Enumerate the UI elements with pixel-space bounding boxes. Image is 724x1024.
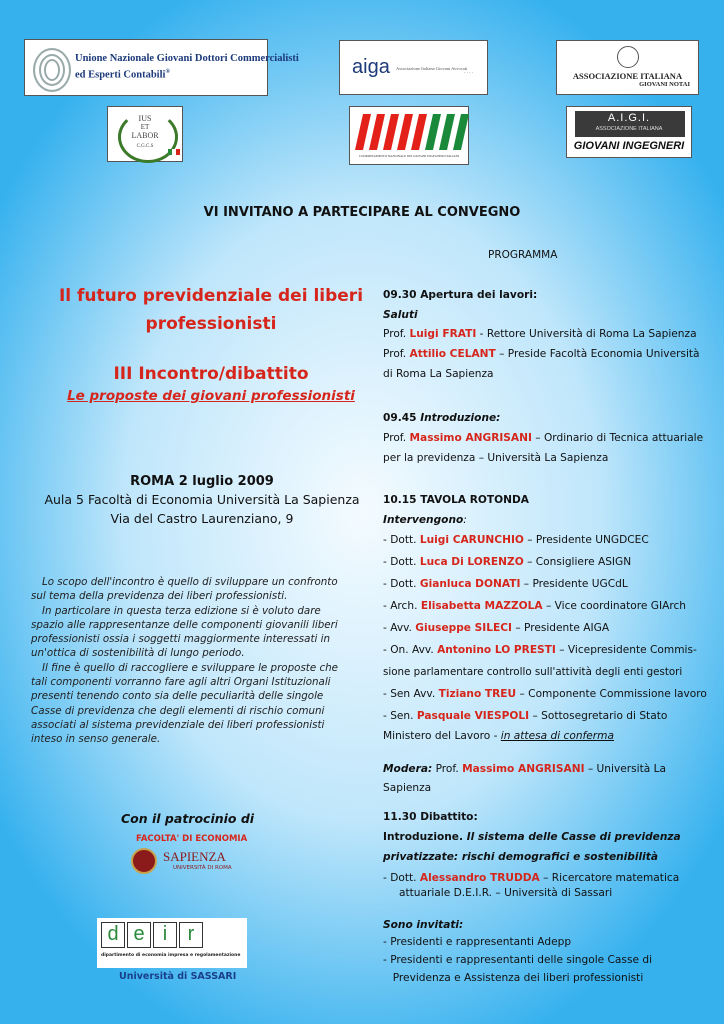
paragraph-line: associati al sistema previdenziale dei liberi professionisti (31, 719, 325, 731)
paragraph-line: spazio alle rappresentanze delle componenti giovanili liberi (31, 619, 338, 631)
intro-title-cont: privatizzate: rischi demografici e sostenibilità (383, 851, 658, 863)
notai-line1: ASSOCIAZIONE ITALIANA (572, 71, 683, 81)
paragraph-line: tali componenti vorranno fare agli altri Organi Istituzionali (31, 676, 331, 688)
notai-line2: GIOVANI NOTAI (639, 81, 690, 88)
sapienza-name: SAPIENZA (163, 849, 226, 864)
title-line3: III Incontro/dibattito (113, 364, 309, 384)
title-line2: professionisti (145, 314, 277, 334)
aigi-bottom: GIOVANI INGEGNERI (573, 140, 685, 152)
programma-label: PROGRAMMA (488, 249, 558, 261)
ius-line2: ET (140, 123, 150, 131)
speaker-item: sione parlamentare controllo sull'attività degli enti gestori (383, 666, 683, 678)
speaker-item: - Dott. Luca Di LORENZO – Consigliere ASIGN (383, 556, 632, 568)
intro-line: Introduzione. Il sistema delle Casse di previdenza (383, 831, 681, 843)
speaker-frati: Prof. Luigi FRATI - Rettore Università di Roma La Sapienza (383, 328, 697, 340)
speaker-angrisani-cont: per la previdenza – Università La Sapienza (383, 452, 609, 464)
stripe (397, 114, 413, 150)
speaker-item: - Dott. Luigi CARUNCHIO – Presidente UNGDCEC (383, 534, 649, 546)
stripes-icon (351, 112, 469, 152)
ministero-line: Ministero del Lavoro - in attesa di conferma (383, 730, 614, 742)
facolta-label: FACOLTA' DI ECONOMIA (136, 834, 248, 844)
fingerprint-icon (33, 48, 71, 92)
invitati-label: Sono invitati: (383, 919, 464, 931)
deir-letter: e (127, 922, 151, 948)
stripe (383, 114, 399, 150)
speaker-item: - On. Avv. Antonino LO PRESTI – Vicepresidente Commis- (383, 644, 697, 656)
paragraph-line: un'ottica di sostenibilità di lungo periodo. (31, 647, 245, 659)
paragraph-line: Il fine è quello di raccogliere e sviluppare le proposte che (42, 662, 338, 674)
paragraph-line: Casse di previdenza che degli elementi di rischio comuni (31, 705, 325, 717)
speaker-trudda: - Dott. Alessandro TRUDDA – Ricercatore matematica (383, 872, 680, 884)
invitati-item: Previdenza e Assistenza dei liberi professionisti (386, 972, 644, 984)
stripe (439, 114, 455, 150)
invite-heading: VI INVITANO A PARTECIPARE AL CONVEGNO (203, 205, 521, 220)
invitati-item: - Presidenti e rappresentanti Adepp (383, 936, 572, 948)
modera-cont: Sapienza (383, 782, 432, 794)
stripe (411, 114, 427, 150)
session-0930: 09.30 Apertura dei lavori: (383, 289, 538, 301)
speaker-item: - Dott. Gianluca DONATI – Presidente UGCdL (383, 578, 628, 590)
event-place1: Aula 5 Facoltà di Economia Università La Sapienza (44, 492, 360, 507)
logo-aigi (566, 106, 692, 158)
logo-aiga: aiga Associazione Italiana Giovani Avvocati .... (339, 40, 488, 95)
speaker-celant-cont: di Roma La Sapienza (383, 368, 494, 380)
aigi-title: A.I.G.I. (607, 112, 651, 124)
stripe (453, 114, 469, 150)
logo-ius-et-labor (107, 106, 183, 162)
logo-ungdcec (24, 39, 299, 96)
ungdcec-line1: Unione Nazionale Giovani Dottori Commercialisti (75, 53, 299, 64)
speaker-celant: Prof. Attilio CELANT – Preside Facoltà Economia Università (383, 348, 700, 360)
ius-line1: IUS (138, 114, 152, 123)
speaker-item: - Avv. Giuseppe SILECI – Presidente AIGA (383, 622, 610, 634)
speaker-item: - Sen Avv. Tiziano TREU – Componente Commissione lavoro (383, 688, 707, 700)
deir-sub: dipartimento di economia impresa e regolamentazione (101, 953, 241, 958)
sapienza-seal-icon (131, 848, 157, 874)
paragraph-line: In particolare in questa terza edizione si è voluto dare (42, 605, 321, 617)
aiga-sub: Associazione Italiana Giovani Avvocati (396, 66, 468, 71)
event-place2: Via del Castro Laurenziano, 9 (110, 511, 294, 526)
patrocinio-label: Con il patrocinio di (121, 811, 255, 826)
deir-letter: i (153, 922, 177, 948)
deir-letter: d (101, 922, 125, 948)
session-1015: 10.15 TAVOLA ROTONDA (383, 494, 529, 506)
paragraph-line: presenti tenendo conto sia delle peculiarità delle singole (31, 690, 324, 702)
paragraph-line: inteso in senso generale. (31, 733, 161, 745)
deir-logo (97, 918, 247, 968)
stripe (355, 114, 371, 150)
paragraph-line: professionisti ossia i soggetti maggiormente interessati in (31, 633, 330, 645)
intervengono-label: Intervengono: (383, 514, 467, 526)
title-line4: Le proposte dei giovani professionisti (67, 388, 355, 404)
stripe (369, 114, 385, 150)
speaker-angrisani: Prof. Massimo ANGRISANI – Ordinario di Tecnica attuariale (383, 432, 704, 444)
ungdcec-line2: ed Esperti Contabili (75, 69, 166, 81)
speaker-trudda-cont: attuariale D.E.I.R. – Università di Sassari (399, 887, 613, 899)
title-line1: Il futuro previdenziale dei liberi (58, 286, 364, 306)
speaker-item: - Arch. Elisabetta MAZZOLA – Vice coordinatore GIArch (383, 600, 687, 612)
ginc-sub: COORDINAMENTO NAZIONALE DEI GIOVANI INGEGNERI ITALIANI (358, 154, 460, 158)
event-date: ROMA 2 luglio 2009 (130, 474, 274, 489)
speaker-item: - Sen. Pasquale VIESPOLI – Sottosegretario di Stato (383, 710, 668, 722)
sassari-label: Università di SASSARI (119, 971, 237, 982)
session-0945: 09.45 Introduzione: (383, 412, 501, 424)
paragraph-line: sul tema della previdenza dei liberi professionisti. (31, 590, 288, 602)
logo-giovani-notai (556, 40, 699, 95)
session-1130: 11.30 Dibattito: (383, 811, 478, 823)
stripe (425, 114, 441, 150)
deir-letter: r (179, 922, 203, 948)
saluti-label: Saluti (383, 309, 418, 321)
ius-sub: C.G.C.S (136, 144, 154, 149)
sapienza-logo (131, 846, 241, 876)
paragraph-line: Lo scopo dell'incontro è quello di sviluppare un confronto (42, 576, 338, 588)
emblem-icon (617, 46, 639, 68)
sapienza-sub: UNIVERSITÀ DI ROMA (173, 865, 232, 871)
aiga-name: aiga (352, 56, 390, 78)
registered-mark: ® (165, 69, 170, 75)
aigi-sub: ASSOCIAZIONE ITALIANA (595, 126, 663, 132)
logo-giovani-ingegneri-coord (349, 106, 469, 165)
modera-line: Modera: Prof. Massimo ANGRISANI – Università La (383, 763, 666, 775)
invitati-item: - Presidenti e rappresentanti delle singole Casse di (383, 954, 653, 966)
ius-line3: LABOR (131, 131, 159, 140)
